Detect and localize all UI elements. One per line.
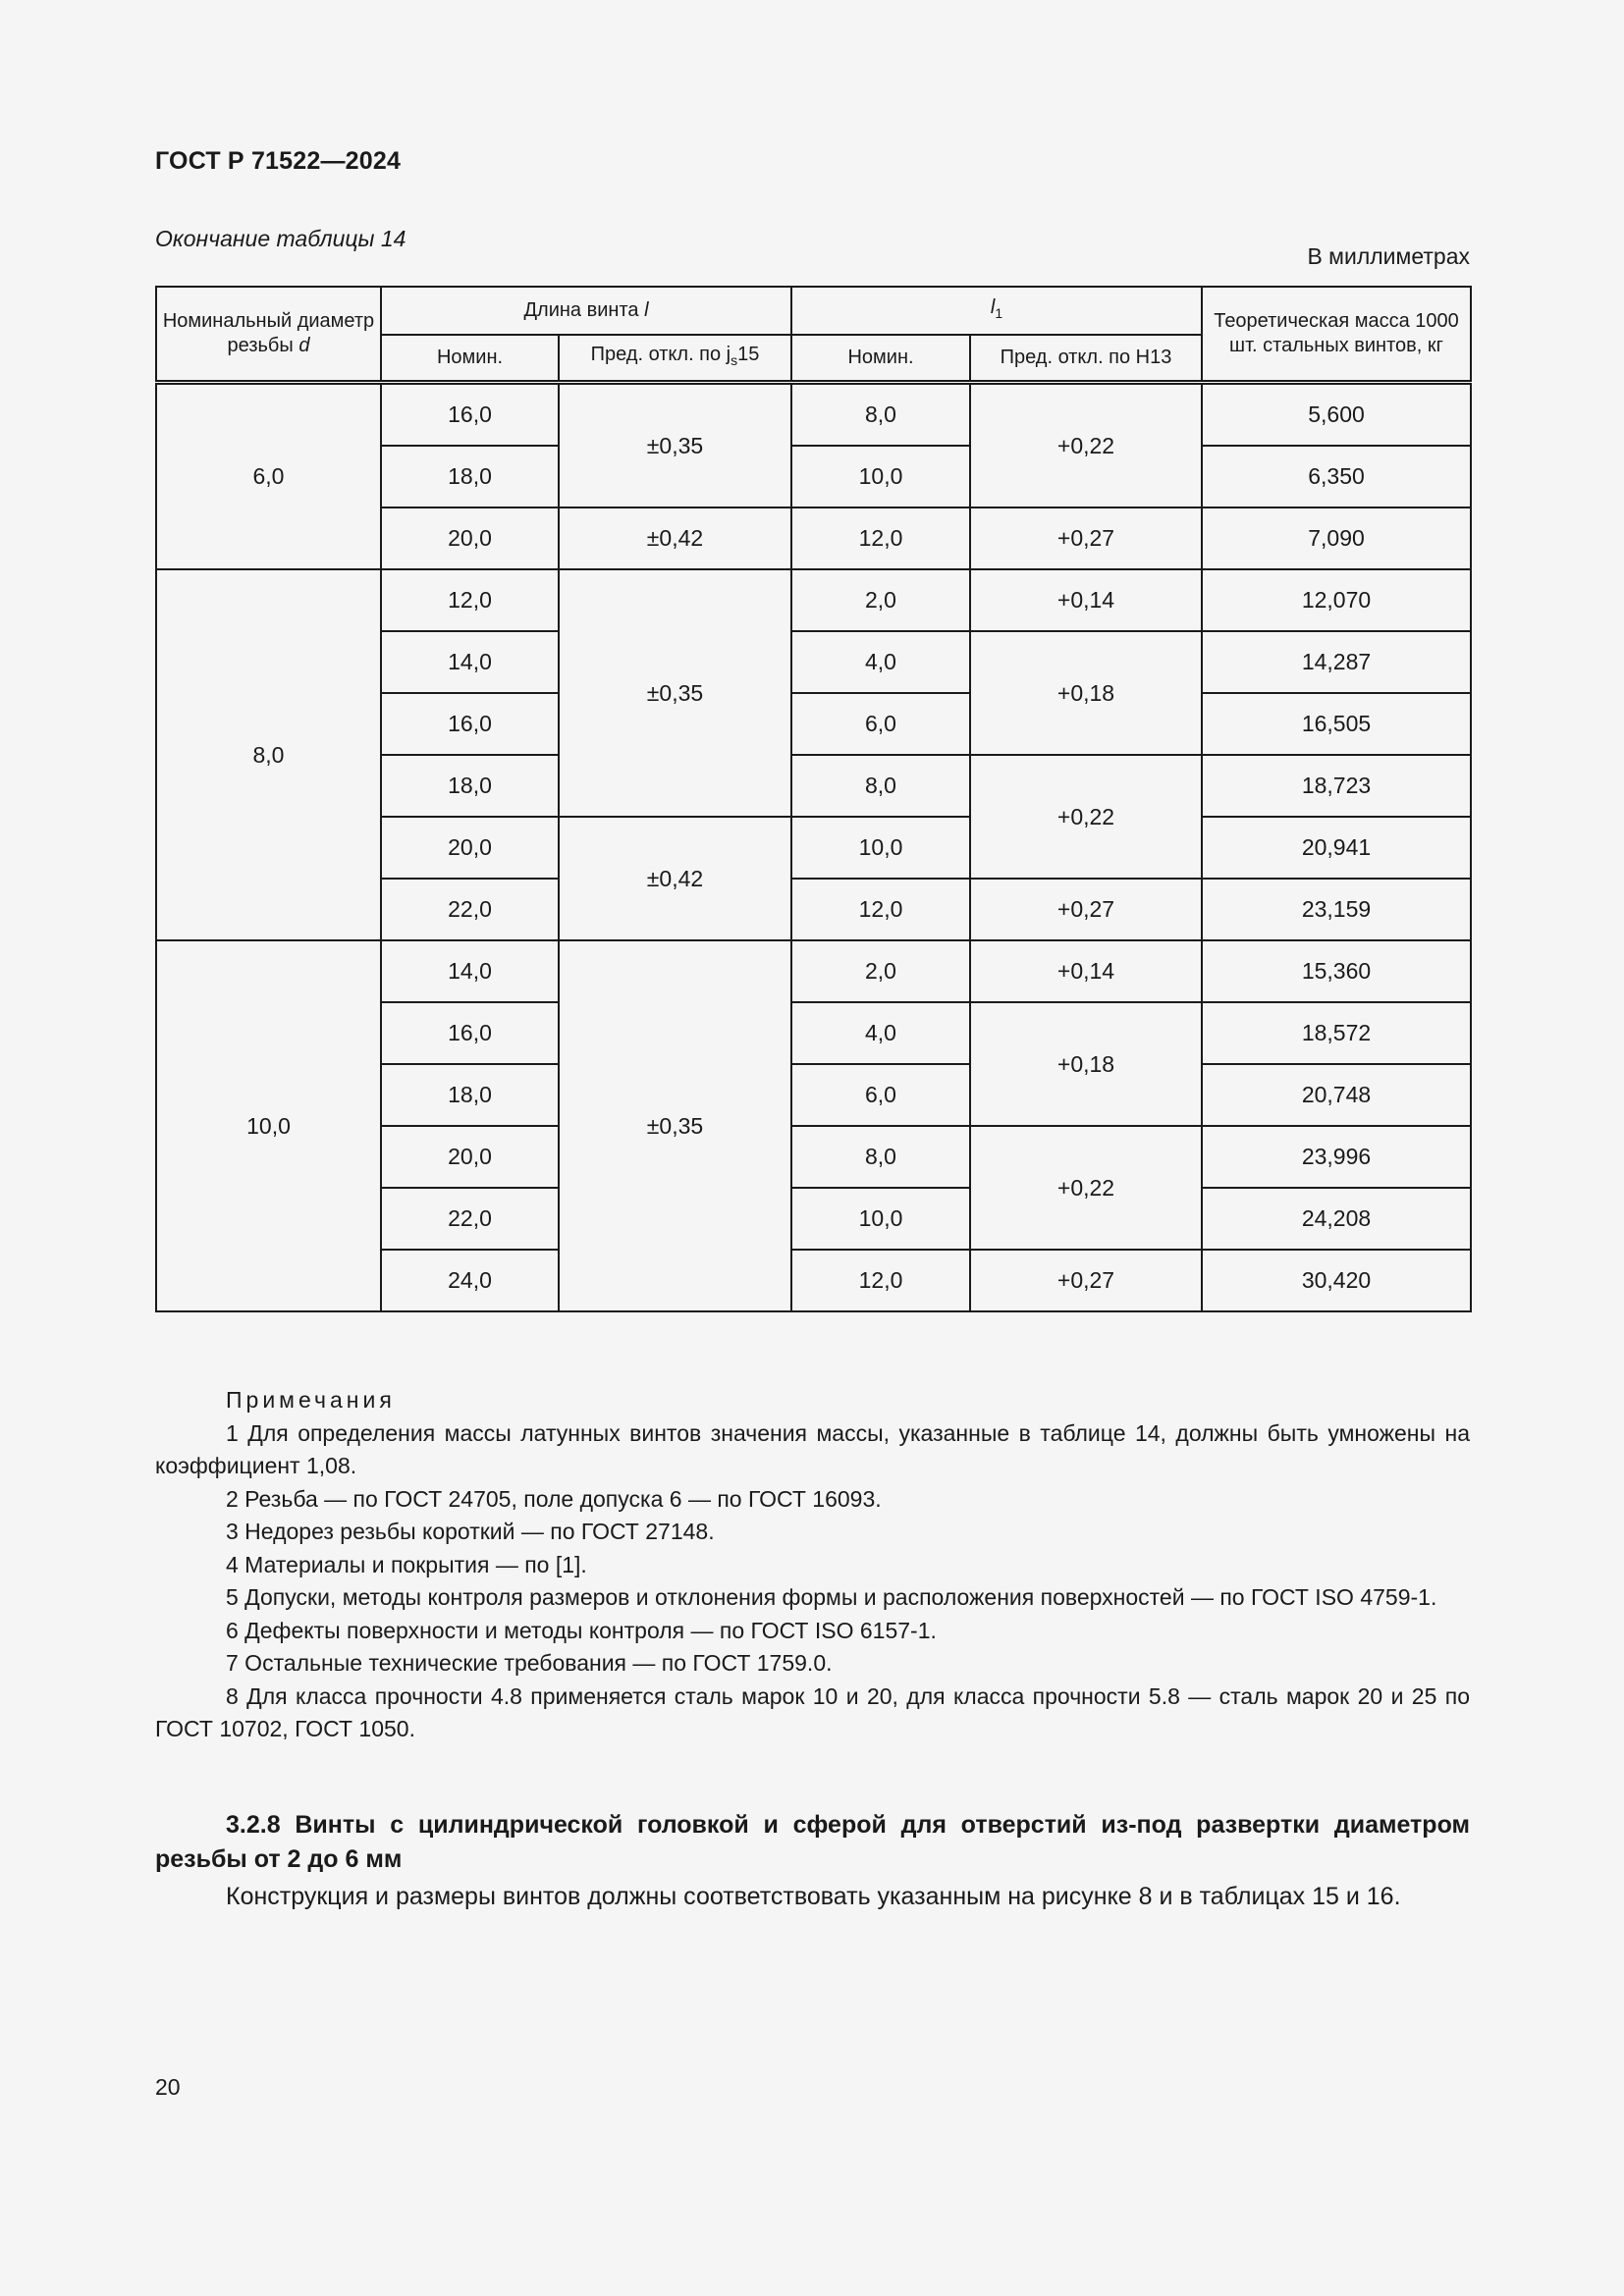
cell-mass: 18,723: [1202, 755, 1471, 817]
table-row: [156, 940, 1471, 1002]
cell-length: 20,0: [381, 1126, 559, 1188]
cell-length-tolerance: ±0,35: [559, 940, 791, 1311]
cell-l1-tolerance: +0,18: [970, 1002, 1202, 1126]
header-length-nominal: Номин.: [381, 335, 559, 383]
cell-l1-tolerance: +0,18: [970, 631, 1202, 755]
cell-l1: 6,0: [791, 1064, 970, 1126]
table-units: В миллиметрах: [1307, 243, 1470, 269]
cell-length: 16,0: [381, 1002, 559, 1064]
note-item: 6 Дефекты поверхности и методы контроля — по ГОСТ ISO 6157-1.: [226, 1617, 937, 1643]
cell-l1: 10,0: [791, 446, 970, 507]
cell-l1: 10,0: [791, 817, 970, 879]
cell-length-tolerance: ±0,35: [559, 569, 791, 817]
note-item: 4 Материалы и покрытия — по [1].: [226, 1551, 587, 1577]
note-item: 3 Недорез резьбы короткий — по ГОСТ 27148.: [226, 1519, 715, 1544]
table-caption: Окончание таблицы 14: [155, 226, 406, 251]
cell-l1-tolerance: +0,22: [970, 1126, 1202, 1250]
note-item: 7 Остальные технические требования — по ГОСТ 1759.0.: [226, 1650, 833, 1676]
section-body: Конструкция и размеры винтов должны соответствовать указанным на рисунке 8 и в таблицах 15 и 16.: [226, 1883, 1401, 1910]
header-l1: $l_1$: [791, 287, 1202, 335]
cell-l1-tolerance: +0,14: [970, 940, 1202, 1002]
note-item: 8 Для класса прочности 4.8 применяется сталь марок 10 и 20, для класса прочности 5.8 — сталь марок 20 и 25 по ГОСТ 10702, ГОСТ 1050.: [155, 1682, 1470, 1741]
cell-mass: 18,572: [1202, 1002, 1471, 1064]
cell-l1: 12,0: [791, 1250, 970, 1311]
table-row: [156, 383, 1471, 447]
cell-mass: 7,090: [1202, 507, 1471, 569]
cell-length: 12,0: [381, 569, 559, 631]
cell-l1: 4,0: [791, 1002, 970, 1064]
cell-length: 18,0: [381, 446, 559, 507]
cell-length: 22,0: [381, 879, 559, 940]
cell-length: 22,0: [381, 1188, 559, 1250]
cell-l1-tolerance: +0,27: [970, 879, 1202, 940]
note-item: 5 Допуски, методы контроля размеров и отклонения формы и расположения поверхностей — по ГОСТ ISO 4759-1.: [226, 1584, 1437, 1610]
header-length-tolerance: Пред. откл. по $j_s15$: [559, 335, 791, 383]
cell-l1: 8,0: [791, 755, 970, 817]
document-code-header: ГОСТ Р 71522—2024: [155, 147, 402, 175]
cell-l1-tolerance: +0,22: [970, 383, 1202, 508]
cell-diameter: 8,0: [156, 569, 381, 940]
section-3-2-8: [155, 1808, 1470, 1914]
cell-length: 20,0: [381, 507, 559, 569]
cell-l1-tolerance: +0,22: [970, 755, 1202, 879]
cell-length: 14,0: [381, 940, 559, 1002]
cell-l1: 12,0: [791, 507, 970, 569]
cell-mass: 16,505: [1202, 693, 1471, 755]
cell-mass: 20,941: [1202, 817, 1471, 879]
notes-title: Примечания: [226, 1387, 396, 1413]
cell-l1: 2,0: [791, 569, 970, 631]
cell-l1-tolerance: +0,27: [970, 1250, 1202, 1311]
cell-length-tolerance: ±0,42: [559, 507, 791, 569]
cell-l1: 6,0: [791, 693, 970, 755]
cell-length: 18,0: [381, 1064, 559, 1126]
header-l1-nominal: Номин.: [791, 335, 970, 383]
cell-mass: 6,350: [1202, 446, 1471, 507]
cell-l1: 12,0: [791, 879, 970, 940]
cell-mass: 14,287: [1202, 631, 1471, 693]
page-number: 20: [155, 2074, 181, 2100]
cell-mass: 24,208: [1202, 1188, 1471, 1250]
cell-mass: 15,360: [1202, 940, 1471, 1002]
cell-length-tolerance: ±0,42: [559, 817, 791, 940]
cell-mass: 20,748: [1202, 1064, 1471, 1126]
cell-l1: 2,0: [791, 940, 970, 1002]
cell-l1: 4,0: [791, 631, 970, 693]
cell-l1-tolerance: +0,14: [970, 569, 1202, 631]
cell-mass: 23,159: [1202, 879, 1471, 940]
header-l1-tolerance: Пред. откл. по H13: [970, 335, 1202, 383]
header-screw-length: Длина винта l: [381, 287, 791, 335]
note-item: 2 Резьба — по ГОСТ 24705, поле допуска 6 — по ГОСТ 16093.: [226, 1485, 882, 1512]
cell-l1: 8,0: [791, 383, 970, 447]
cell-diameter: 6,0: [156, 383, 381, 570]
cell-mass: 12,070: [1202, 569, 1471, 631]
cell-length: 16,0: [381, 383, 559, 447]
cell-length: 24,0: [381, 1250, 559, 1311]
cell-length: 14,0: [381, 631, 559, 693]
section-heading: 3.2.8 Винты с цилиндрической головкой и сферой для отверстий из-под развертки диаметром резьбы от 2 до 6 мм: [155, 1811, 1470, 1873]
table-row: [156, 569, 1471, 631]
cell-length-tolerance: ±0,35: [559, 383, 791, 508]
cell-length: 20,0: [381, 817, 559, 879]
cell-length: 18,0: [381, 755, 559, 817]
screw-dimensions-table: [155, 286, 1472, 1312]
cell-l1-tolerance: +0,27: [970, 507, 1202, 569]
header-theoretical-mass: Теоретическая масса 1000 шт. стальных винтов, кг: [1202, 287, 1471, 383]
cell-mass: 23,996: [1202, 1126, 1471, 1188]
cell-length: 16,0: [381, 693, 559, 755]
cell-mass: 5,600: [1202, 383, 1471, 447]
note-item: 1 Для определения массы латунных винтов значения массы, указанные в таблице 14, должны быть умножены на коэффициент 1,08.: [155, 1419, 1470, 1478]
cell-diameter: 10,0: [156, 940, 381, 1311]
header-nominal-diameter: Номинальный диаметр резьбы d: [156, 287, 381, 383]
cell-mass: 30,420: [1202, 1250, 1471, 1311]
table-notes: [155, 1384, 1470, 1746]
cell-l1: 10,0: [791, 1188, 970, 1250]
cell-l1: 8,0: [791, 1126, 970, 1188]
